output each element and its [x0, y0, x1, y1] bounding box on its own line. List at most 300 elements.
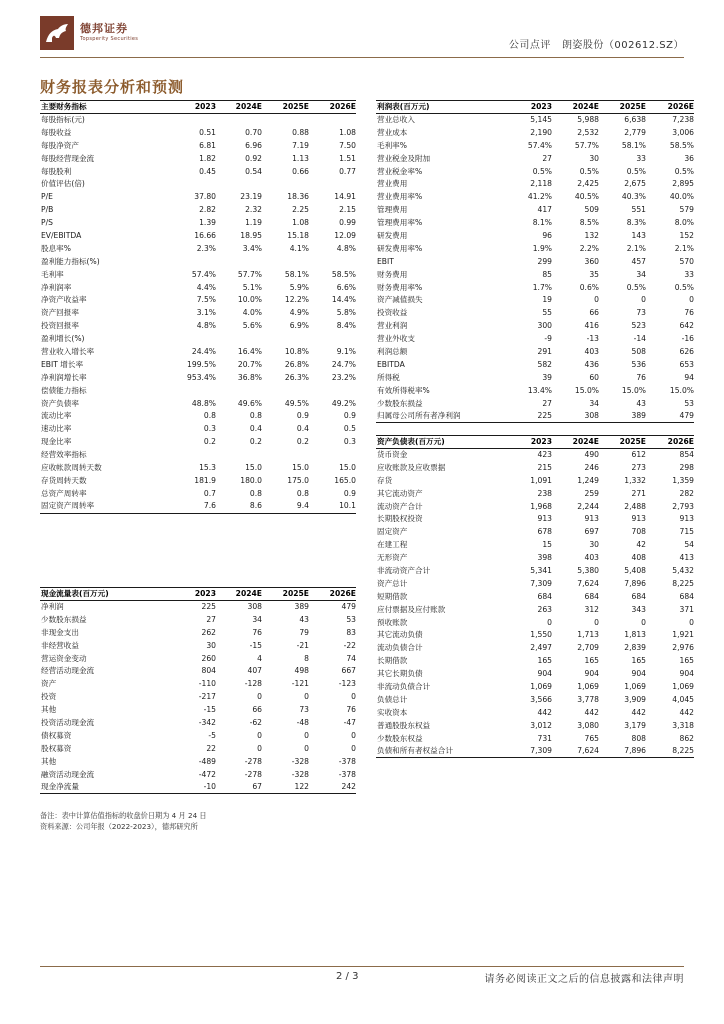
table-row — [376, 255, 694, 268]
value-cell: 7,309 — [506, 745, 552, 758]
row-label: 偿债能力指标 — [41, 385, 87, 395]
value-cell: 523 — [631, 321, 646, 331]
row-label: 投资活动现金流 — [41, 717, 95, 727]
value-cell: 26.3% — [284, 372, 309, 382]
value-cell: 242 — [309, 781, 356, 794]
row-label: 融资活动现金流 — [41, 769, 95, 779]
value-cell: -328 — [291, 769, 309, 779]
value-cell: 215 — [537, 462, 552, 472]
value-cell: 684 — [584, 591, 599, 601]
table-row — [376, 242, 694, 255]
value-cell: 408 — [631, 553, 646, 563]
bull-logo-icon — [40, 16, 74, 50]
value-cell: 7,896 — [624, 578, 646, 588]
value-cell: 300 — [537, 321, 552, 331]
value-cell: 0 — [689, 617, 694, 627]
source-note: 资料来源：公司年报（2022-2023），德邦研究所 — [40, 822, 198, 831]
value-cell: 2.1% — [626, 243, 646, 253]
value-cell: 1,249 — [577, 475, 599, 485]
value-cell: 291 — [537, 346, 552, 356]
table-row — [376, 719, 694, 732]
table-row — [376, 668, 694, 681]
row-label: 每股净资产 — [41, 140, 79, 150]
table-row — [376, 474, 694, 487]
value-cell: 0.8 — [249, 488, 262, 498]
value-cell: -15 — [203, 705, 216, 715]
year-header-cell: 2023 — [506, 101, 552, 114]
value-cell — [262, 449, 309, 462]
value-cell: -22 — [343, 640, 356, 650]
value-cell: 3.1% — [196, 308, 216, 318]
value-cell: 913 — [679, 514, 694, 524]
value-cell: -14 — [633, 334, 646, 344]
value-cell: 10.0% — [237, 295, 262, 305]
value-cell: 442 — [584, 707, 599, 717]
row-label: 净利润增长率 — [41, 372, 87, 382]
value-cell: 76 — [346, 705, 356, 715]
value-cell: 49.2% — [331, 398, 356, 408]
value-cell: 3,318 — [672, 720, 694, 730]
value-cell: 181.9 — [194, 475, 216, 485]
value-cell: 1,550 — [530, 630, 552, 640]
year-header-cell: 2023 — [170, 101, 216, 114]
table-row — [40, 307, 356, 320]
value-cell: 66 — [252, 705, 262, 715]
value-cell: 3.4% — [242, 243, 262, 253]
value-cell: 0 — [351, 730, 356, 740]
value-cell: 398 — [537, 553, 552, 563]
row-label: 长期股权投资 — [377, 514, 423, 524]
value-cell: 612 — [631, 450, 646, 460]
company-name: 朗姿股份（002612.SZ） — [561, 40, 684, 51]
row-label: 营业费用率% — [377, 192, 423, 202]
value-cell: 8.5% — [579, 218, 599, 228]
table-row — [376, 487, 694, 500]
page-header — [40, 14, 684, 58]
table-row — [40, 191, 356, 204]
value-cell: 8 — [304, 653, 309, 663]
table-row — [40, 410, 356, 423]
value-cell: 403 — [584, 346, 599, 356]
table-row — [376, 384, 694, 397]
value-cell: 8.4% — [336, 321, 356, 331]
row-label: 每股经营现金流 — [41, 153, 95, 163]
table-row — [376, 745, 694, 758]
table-row — [376, 655, 694, 668]
row-label: 总资产周转率 — [41, 488, 87, 498]
table-row — [40, 691, 356, 704]
value-cell: 953.4% — [187, 372, 216, 382]
value-cell: 49.6% — [237, 398, 262, 408]
value-cell: 0 — [641, 617, 646, 627]
value-cell: 15.0 — [245, 462, 262, 472]
value-cell: 862 — [679, 733, 694, 743]
table-row — [40, 126, 356, 139]
row-label: 非流动资产合计 — [377, 565, 431, 575]
value-cell: 1,968 — [530, 501, 552, 511]
value-cell — [262, 384, 309, 397]
value-cell: 12.2% — [284, 295, 309, 305]
value-cell — [216, 114, 262, 127]
value-cell: 4.4% — [196, 282, 216, 292]
value-cell: 0.8 — [296, 488, 309, 498]
value-cell: 2,497 — [530, 643, 552, 653]
value-cell: 175.0 — [287, 475, 309, 485]
value-cell: 7.19 — [292, 140, 309, 150]
table-row — [40, 462, 356, 475]
row-label: EBITDA — [377, 359, 405, 369]
value-cell — [262, 333, 309, 346]
table-row — [376, 320, 694, 333]
value-cell: 225 — [506, 410, 552, 423]
row-label: EBIT — [377, 256, 394, 266]
value-cell: 2.32 — [245, 205, 262, 215]
value-cell: 1.39 — [199, 218, 216, 228]
row-label: 非经营收益 — [41, 640, 79, 650]
table-row — [40, 114, 356, 127]
row-label: 净利润 — [41, 602, 64, 612]
value-cell: 246 — [584, 462, 599, 472]
value-cell: -278 — [244, 769, 262, 779]
value-cell: 0.3 — [203, 424, 216, 434]
value-cell: 14.4% — [331, 295, 356, 305]
row-label: 流动资产合计 — [377, 501, 423, 511]
value-cell: 35 — [589, 269, 599, 279]
value-cell: 4.0% — [242, 308, 262, 318]
table-row — [40, 152, 356, 165]
value-cell: -378 — [338, 769, 356, 779]
value-cell: 57.7% — [574, 140, 599, 150]
table-row — [40, 165, 356, 178]
table-row — [376, 346, 694, 359]
value-cell: 10.8% — [284, 346, 309, 356]
value-cell: 642 — [679, 321, 694, 331]
cash-flow-table — [40, 587, 356, 794]
row-label: 在建工程 — [377, 540, 408, 550]
value-cell: 582 — [537, 359, 552, 369]
value-cell: 2.25 — [292, 205, 309, 215]
year-header-cell: 2025E — [599, 101, 646, 114]
value-cell: 2,779 — [624, 127, 646, 137]
value-cell: 4.8% — [196, 321, 216, 331]
value-cell: 2,488 — [624, 501, 646, 511]
row-label: 营业总收入 — [377, 115, 415, 125]
value-cell — [216, 178, 262, 191]
value-cell: 0.9 — [343, 488, 356, 498]
value-cell: 165 — [679, 656, 694, 666]
value-cell: 308 — [247, 602, 262, 612]
value-cell: 2,425 — [577, 179, 599, 189]
value-cell: 3,006 — [672, 127, 694, 137]
row-label: 无形资产 — [377, 553, 408, 563]
report-type: 公司点评 — [508, 40, 551, 51]
value-cell: 3,012 — [530, 720, 552, 730]
table-row — [376, 500, 694, 513]
table-row — [376, 139, 694, 152]
table-row — [40, 346, 356, 359]
value-cell: 57.4% — [191, 269, 216, 279]
row-label: 实收资本 — [377, 707, 408, 717]
row-label: 营业税金及附加 — [377, 153, 431, 163]
value-cell: -217 — [198, 692, 216, 702]
row-label: 固定资产周转率 — [40, 500, 170, 513]
section-title: 财务报表分析和预测 — [40, 78, 185, 96]
table-header-row — [376, 101, 694, 114]
value-cell: 260 — [201, 653, 216, 663]
table-row — [376, 461, 694, 474]
row-label: 经营效率指标 — [41, 450, 87, 460]
value-cell: 1.9% — [532, 243, 552, 253]
row-label: 研发费用率% — [377, 243, 423, 253]
table-row — [376, 397, 694, 410]
year-header-cell: 2026E — [646, 436, 694, 449]
row-label: 营业外收支 — [377, 334, 415, 344]
value-cell: 2.15 — [339, 205, 356, 215]
row-label: 速动比率 — [41, 424, 72, 434]
table-row — [40, 397, 356, 410]
value-cell: -62 — [249, 717, 262, 727]
row-label: 其它流动负债 — [377, 630, 423, 640]
value-cell: 3,080 — [577, 720, 599, 730]
value-cell: 0.5% — [674, 166, 694, 176]
table-row — [376, 565, 694, 578]
value-cell: 199.5% — [187, 359, 216, 369]
table-row — [40, 678, 356, 691]
value-cell: 43 — [299, 614, 309, 624]
value-cell: 0.3 — [343, 437, 356, 447]
value-cell: 442 — [631, 707, 646, 717]
page-number: 2 / 3 — [336, 971, 359, 982]
value-cell: 36 — [684, 153, 694, 163]
row-label: 研发费用 — [377, 230, 408, 240]
value-cell: 73 — [299, 705, 309, 715]
row-label: 固定资产 — [377, 527, 408, 537]
row-label: 债权募资 — [41, 730, 72, 740]
table-row — [376, 371, 694, 384]
table-row — [376, 358, 694, 371]
row-label: EBIT 增长率 — [41, 359, 84, 369]
value-cell: 678 — [537, 527, 552, 537]
value-cell: 58.5% — [669, 140, 694, 150]
value-cell: 371 — [679, 604, 694, 614]
value-cell: 479 — [646, 410, 694, 423]
table-row — [40, 613, 356, 626]
table-row — [40, 217, 356, 230]
value-cell: 58.5% — [331, 269, 356, 279]
row-label: 每股收益 — [41, 127, 72, 137]
value-cell: 20.7% — [237, 359, 262, 369]
value-cell: 2,532 — [577, 127, 599, 137]
table-title-cell: 主要财务指标 — [40, 101, 170, 114]
table-header-row — [40, 101, 356, 114]
value-cell: 423 — [537, 450, 552, 460]
value-cell: 8,225 — [672, 578, 694, 588]
value-cell: 57.7% — [237, 269, 262, 279]
row-label: 净利润率 — [41, 282, 72, 292]
value-cell: 904 — [537, 669, 552, 679]
value-cell: -128 — [244, 679, 262, 689]
value-cell: 143 — [631, 230, 646, 240]
table-row — [40, 704, 356, 717]
row-label: 存货 — [377, 475, 393, 485]
value-cell: 23.2% — [331, 372, 356, 382]
table-row — [376, 603, 694, 616]
value-cell: 3,909 — [624, 694, 646, 704]
value-cell: 165 — [537, 656, 552, 666]
year-header-cell: 2025E — [262, 588, 309, 601]
row-label: 毛利率% — [377, 140, 407, 150]
value-cell: 85 — [542, 269, 552, 279]
value-cell: 2,895 — [672, 179, 694, 189]
value-cell: 1,069 — [624, 681, 646, 691]
value-cell — [262, 178, 309, 191]
value-cell: 43 — [636, 398, 646, 408]
value-cell: 30 — [206, 640, 216, 650]
value-cell: 30 — [589, 540, 599, 550]
row-label: 营业收入增长率 — [41, 346, 95, 356]
table-header-row — [376, 436, 694, 449]
row-label: 资产减值损失 — [377, 295, 423, 305]
value-cell: 1.7% — [532, 282, 552, 292]
value-cell: 854 — [679, 450, 694, 460]
value-cell: 1.13 — [292, 153, 309, 163]
value-cell: 2.3% — [196, 243, 216, 253]
value-cell: 9.1% — [336, 346, 356, 356]
value-cell: 54 — [684, 540, 694, 550]
value-cell: 308 — [552, 410, 599, 423]
row-label: 资产负债率 — [41, 398, 79, 408]
value-cell: 413 — [679, 553, 694, 563]
value-cell: 34 — [636, 269, 646, 279]
value-cell: 2,793 — [672, 501, 694, 511]
row-label: 利润总额 — [377, 346, 408, 356]
value-cell: 626 — [679, 346, 694, 356]
value-cell: 4,045 — [672, 694, 694, 704]
value-cell — [262, 255, 309, 268]
table-row — [376, 165, 694, 178]
value-cell: 6.96 — [245, 140, 262, 150]
value-cell: 5.1% — [242, 282, 262, 292]
table-row — [40, 768, 356, 781]
row-label: 存货周转天数 — [41, 475, 87, 485]
value-cell: 913 — [584, 514, 599, 524]
value-cell: 508 — [631, 346, 646, 356]
value-cell: 10.1 — [309, 500, 356, 513]
value-cell: 36.8% — [237, 372, 262, 382]
value-cell: 2,709 — [577, 643, 599, 653]
value-cell: 42 — [636, 540, 646, 550]
row-label: 负债和所有者权益合计 — [376, 745, 506, 758]
value-cell: -21 — [296, 640, 309, 650]
value-cell: 39 — [542, 372, 552, 382]
value-cell: 53 — [684, 398, 694, 408]
value-cell: 4.8% — [336, 243, 356, 253]
value-cell: 0 — [594, 295, 599, 305]
value-cell: -10 — [170, 781, 216, 794]
value-cell: 808 — [631, 733, 646, 743]
value-cell: 1.08 — [292, 218, 309, 228]
value-cell: 0.51 — [199, 127, 216, 137]
value-cell: 7,896 — [599, 745, 646, 758]
table-row — [376, 294, 694, 307]
value-cell: -110 — [198, 679, 216, 689]
value-cell: 5.9% — [289, 282, 309, 292]
value-cell: 76 — [636, 372, 646, 382]
value-cell: 360 — [584, 256, 599, 266]
row-label: 普通股股东权益 — [377, 720, 431, 730]
value-cell: -123 — [338, 679, 356, 689]
table-row — [376, 693, 694, 706]
value-cell: -121 — [291, 679, 309, 689]
value-cell: 55 — [542, 308, 552, 318]
row-label: 应收账款及应收票据 — [377, 462, 446, 472]
table-row — [376, 681, 694, 694]
row-label: 盈利增长(%) — [41, 334, 85, 344]
value-cell — [309, 384, 356, 397]
value-cell: 5,988 — [577, 115, 599, 125]
value-cell — [309, 114, 356, 127]
table-row — [40, 178, 356, 191]
table-row — [376, 230, 694, 243]
table-row — [40, 474, 356, 487]
value-cell: 238 — [537, 488, 552, 498]
row-label: 投资收益 — [377, 308, 408, 318]
table-row — [376, 706, 694, 719]
value-cell: 122 — [262, 781, 309, 794]
row-label: 所得税 — [377, 372, 400, 382]
table-row — [40, 665, 356, 678]
row-label: 股权募资 — [41, 743, 72, 753]
value-cell: 416 — [584, 321, 599, 331]
value-cell: 0 — [641, 295, 646, 305]
value-cell: 0.99 — [339, 218, 356, 228]
value-cell: 7.6 — [170, 500, 216, 513]
row-label: 财务费用 — [377, 269, 408, 279]
logo-name-en: Topsperity Securities — [80, 36, 139, 42]
value-cell: 40.0% — [669, 192, 694, 202]
row-label: 预收账款 — [377, 617, 408, 627]
table-row — [40, 781, 356, 794]
value-cell: 2.82 — [199, 205, 216, 215]
row-label: 应付票据及应付账款 — [377, 604, 446, 614]
table-row — [376, 126, 694, 139]
value-cell: 2,839 — [624, 643, 646, 653]
table-row — [376, 577, 694, 590]
value-cell: 152 — [679, 230, 694, 240]
year-header-cell: 2025E — [262, 101, 309, 114]
table-row — [376, 178, 694, 191]
value-cell: 1,921 — [672, 630, 694, 640]
value-cell: 40.3% — [621, 192, 646, 202]
value-cell: 26.8% — [284, 359, 309, 369]
row-label: 管理费用 — [377, 205, 408, 215]
value-cell: 389 — [599, 410, 646, 423]
value-cell: 1,091 — [530, 475, 552, 485]
value-cell: 6.9% — [289, 321, 309, 331]
value-cell — [170, 449, 216, 462]
row-label: 管理费用率% — [377, 218, 423, 228]
value-cell: 2,675 — [624, 179, 646, 189]
value-cell — [309, 255, 356, 268]
value-cell: 1,359 — [672, 475, 694, 485]
value-cell: -5 — [208, 730, 216, 740]
value-cell: 74 — [346, 653, 356, 663]
value-cell: 262 — [201, 627, 216, 637]
value-cell: -16 — [681, 334, 694, 344]
table-row — [40, 255, 356, 268]
year-header-cell: 2025E — [599, 436, 646, 449]
value-cell: 0.5% — [626, 282, 646, 292]
